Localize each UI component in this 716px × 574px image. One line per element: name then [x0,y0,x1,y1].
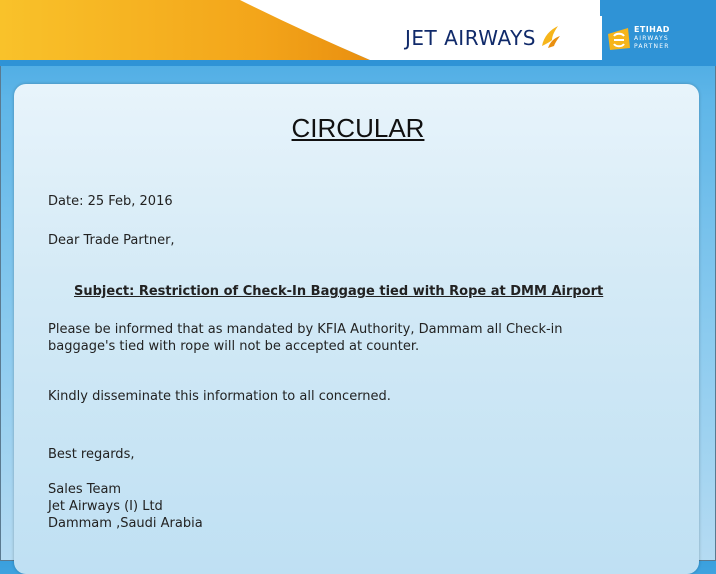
page-title: CIRCULAR [291,113,425,143]
header-banner [0,0,716,66]
brand-name: JET AIRWAYS [405,26,536,50]
greeting-line: Dear Trade Partner, [48,233,175,248]
signature-company: Jet Airways (I) Ltd [48,499,163,514]
sun-bird-logo-icon [538,24,562,50]
signature-location: Dammam ,Saudi Arabia [48,516,203,531]
date-line: Date: 25 Feb, 2016 [48,194,173,209]
etihad-partner-badge [606,26,686,54]
closing-line: Best regards, [48,447,135,462]
partner-line-2: AIRWAYS [634,35,669,42]
partner-text [634,26,670,50]
request-line: Kindly disseminate this information to all concerned. [48,389,391,404]
subject-line: Subject: Restriction of Check-In Baggage tied with Rope at DMM Airport [74,284,604,299]
signature-team: Sales Team [48,482,122,497]
partner-line-1: ETIHAD [634,25,670,34]
body-line-2: baggage's tied with rope will not be accepted at counter. [48,339,420,354]
etihad-partner-icon [606,26,632,52]
body-line-1: Please be informed that as mandated by KFIA Authority, Dammam all Check-in [48,322,563,337]
partner-line-3: PARTNER [634,43,670,50]
